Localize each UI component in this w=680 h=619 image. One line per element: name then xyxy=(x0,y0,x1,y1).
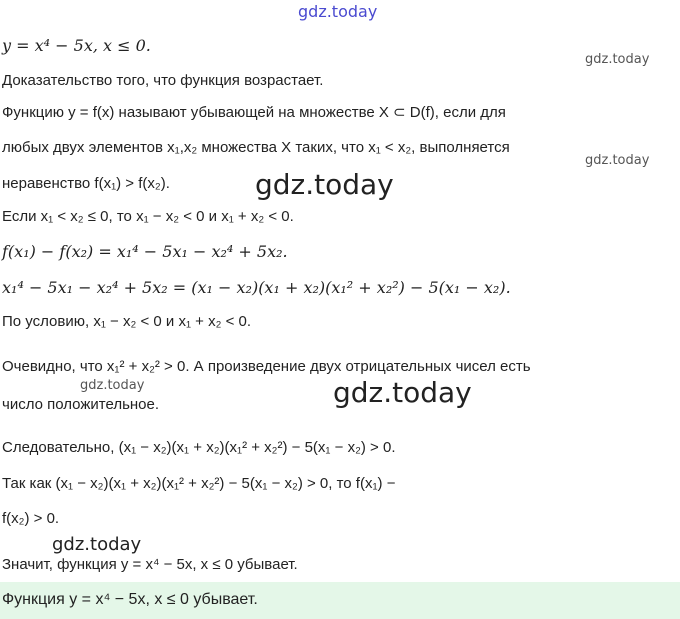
definition-line-1: Функцию y = f(x) называют убывающей на множестве X ⊂ D(f), если для xyxy=(2,104,506,121)
watermark-4: gdz.today xyxy=(80,378,145,393)
answer-text: Функция y = x⁴ − 5x, x ≤ 0 убывает. xyxy=(2,591,258,608)
watermark-2: gdz.today xyxy=(585,153,650,168)
equation-function: y = x⁴ − 5x, x ≤ 0. xyxy=(2,36,151,55)
answer-box xyxy=(0,582,680,619)
since-line-1: Так как (x₁ − x₂)(x₁ + x₂)(x₁² + x₂²) − 5(x₁ − x₂) > 0, то f(x₁) − xyxy=(2,475,396,492)
since-line-2: f(x₂) > 0. xyxy=(2,510,60,527)
proof-heading: Доказательство того, что функция возрастает. xyxy=(2,72,324,89)
watermark-1: gdz.today xyxy=(585,52,650,67)
obvious-line-1: Очевидно, что x₁² + x₂² > 0. А произведение двух отрицательных чисел есть xyxy=(2,358,531,375)
watermark-5: gdz.today xyxy=(333,376,472,409)
definition-line-3: неравенство f(x₁) > f(x₂). xyxy=(2,175,170,192)
definition-line-2: любых двух элементов x₁,x₂ множества X таких, что x₁ < x₂, выполняется xyxy=(2,139,510,156)
watermark-6: gdz.today xyxy=(52,534,142,555)
factorization-equation: x₁⁴ − 5x₁ − x₂⁴ + 5x₂ = (x₁ − x₂)(x₁ + x₂)(x₁² + x₂²) − 5(x₁ − x₂). xyxy=(2,278,511,297)
obvious-line-2: число положительное. xyxy=(2,396,160,413)
condition-restated: По условию, x₁ − x₂ < 0 и x₁ + x₂ < 0. xyxy=(2,313,252,330)
watermark-top: gdz.today xyxy=(298,2,378,21)
watermark-3: gdz.today xyxy=(255,168,394,201)
difference-equation: f(x₁) − f(x₂) = x₁⁴ − 5x₁ − x₂⁴ + 5x₂. xyxy=(2,242,288,261)
conclusion-line: Значит, функция y = x⁴ − 5x, x ≤ 0 убывает. xyxy=(2,556,298,573)
condition-line: Если x₁ < x₂ ≤ 0, то x₁ − x₂ < 0 и x₁ + x₂ < 0. xyxy=(2,208,294,225)
consequence-line: Следовательно, (x₁ − x₂)(x₁ + x₂)(x₁² + x₂²) − 5(x₁ − x₂) > 0. xyxy=(2,439,396,456)
